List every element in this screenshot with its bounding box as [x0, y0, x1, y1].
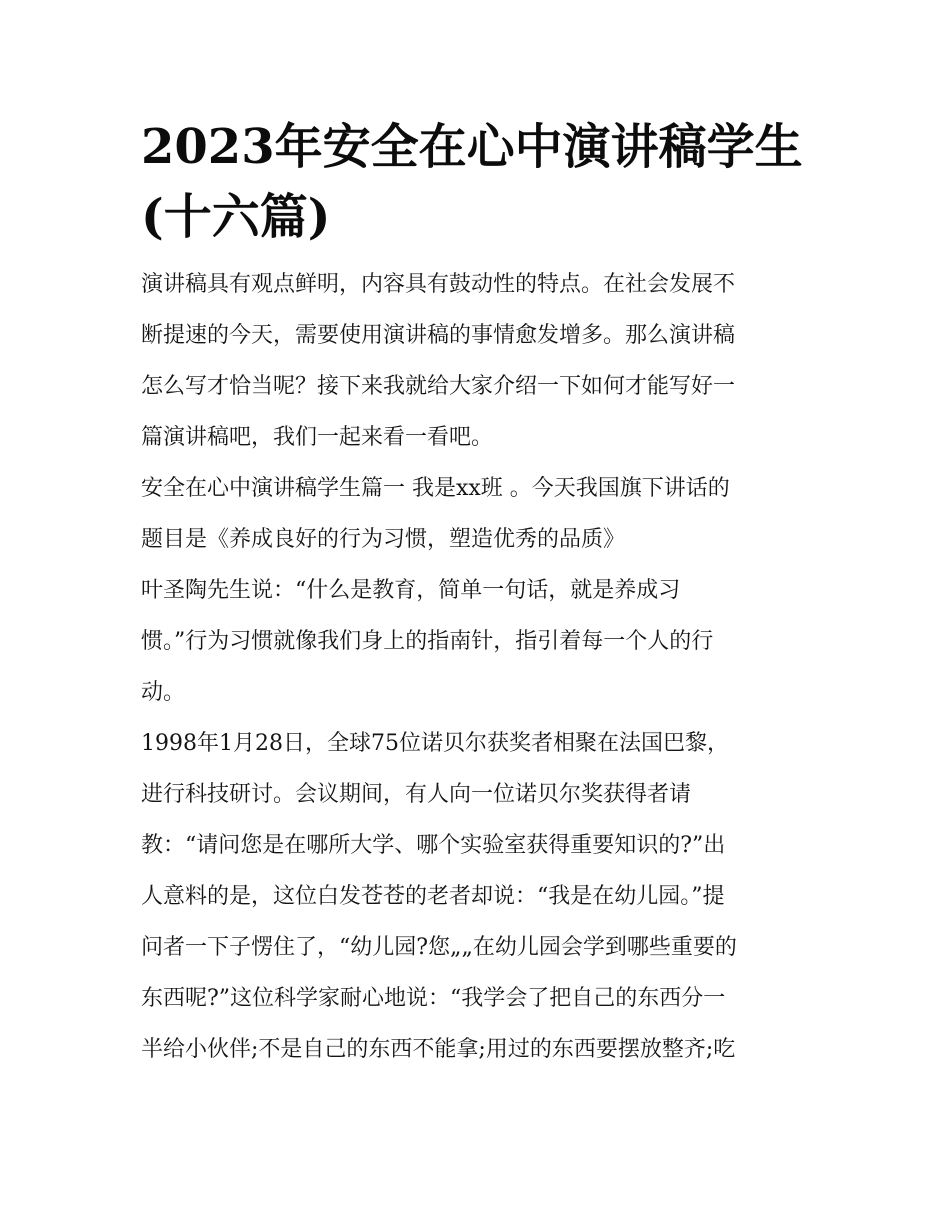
- text-line: 动。: [141, 680, 186, 705]
- text-line: 演讲稿具有观点鲜明，内容具有鼓动性的特点。在社会发展不: [141, 272, 736, 297]
- text-line: 人意料的是，这位白发苍苍的老者却说：“我是在幼儿园。”提: [141, 884, 725, 909]
- text-line: 叶圣陶先生说：“什么是教育，简单一句话，就是养成习: [141, 578, 681, 603]
- text-line: 半给小伙伴;不是自己的东西不能拿;用过的东西要摆放整齐;吃: [141, 1037, 736, 1062]
- title-line: 2023年安全在心中演讲稿学生: [141, 119, 803, 175]
- paragraph-story: [141, 718, 821, 1075]
- text-line: 安全在心中演讲稿学生篇一 我是xx班 。今天我国旗下讲话的: [141, 476, 730, 501]
- document-body: [141, 259, 821, 1075]
- paragraph-intro: [141, 259, 821, 463]
- paragraph-speech-heading: [141, 463, 821, 565]
- text-line: 东西呢?”这位科学家耐心地说：“我学会了把自己的东西分一: [141, 986, 726, 1011]
- text-line: 怎么写才恰当呢？接下来我就给大家介绍一下如何才能写好一: [141, 374, 736, 399]
- text-line: 题目是《养成良好的行为习惯，塑造优秀的品质》: [141, 527, 626, 552]
- title-line: (十六篇): [141, 189, 331, 245]
- document-content: [141, 112, 821, 1075]
- paragraph-quote: [141, 565, 821, 718]
- document-title: [141, 112, 821, 252]
- text-line: 惯。”行为习惯就像我们身上的指南针，指引着每一个人的行: [141, 629, 714, 654]
- text-line: 篇演讲稿吧，我们一起来看一看吧。: [141, 425, 494, 450]
- text-line: 1998年1月28日，全球75位诺贝尔获奖者相聚在法国巴黎，: [141, 731, 729, 756]
- text-line: 进行科技研讨。会议期间，有人向一位诺贝尔奖获得者请: [141, 782, 692, 807]
- text-line: 断提速的今天，需要使用演讲稿的事情愈发增多。那么演讲稿: [141, 323, 736, 348]
- text-line: 教：“请问您是在哪所大学、哪个实验室获得重要知识的?”出: [141, 833, 726, 858]
- text-line: 问者一下子愣住了，“幼儿园?您„„在幼儿园会学到哪些重要的: [141, 935, 737, 960]
